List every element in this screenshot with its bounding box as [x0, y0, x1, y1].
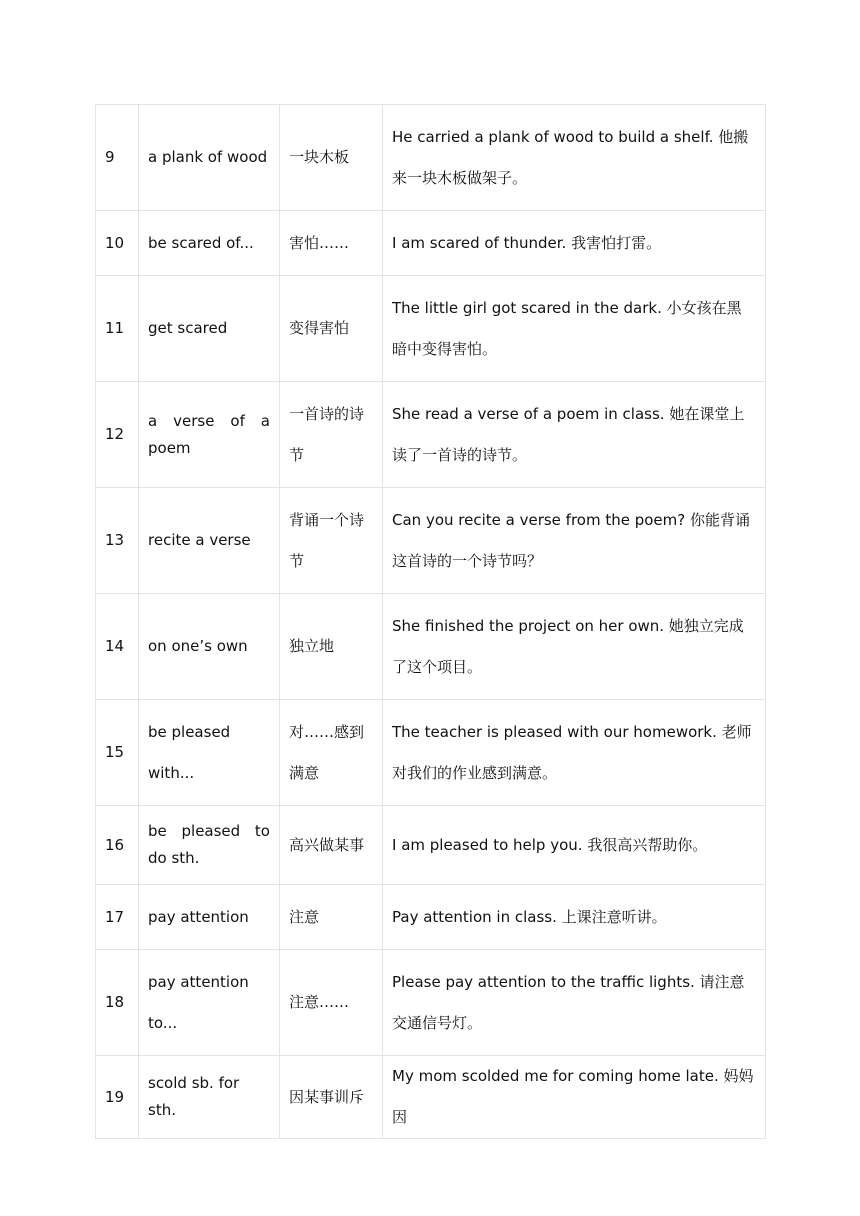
- table-row: [96, 950, 766, 1056]
- meaning-cell: 变得害怕: [280, 276, 383, 382]
- example-cell: The teacher is pleased with our homework. 老师对我们的作业感到满意。: [383, 700, 766, 806]
- meaning-cell: 高兴做某事: [280, 806, 383, 885]
- phrase-cell: pay attention to...: [139, 950, 280, 1056]
- example-cell: Can you recite a verse from the poem? 你能背诵这首诗的一个诗节吗？: [383, 488, 766, 594]
- meaning-cell: 一块木板: [280, 105, 383, 211]
- meaning-cell: 对……感到满意: [280, 700, 383, 806]
- phrase-cell: recite a verse: [139, 488, 280, 594]
- row-number: 14: [96, 594, 139, 700]
- example-cell: The little girl got scared in the dark. 小女孩在黑暗中变得害怕。: [383, 276, 766, 382]
- phrase-cell: be pleased with...: [139, 700, 280, 806]
- row-number: 15: [96, 700, 139, 806]
- example-cell: My mom scolded me for coming home late. 妈妈因: [383, 1056, 766, 1139]
- example-cell: She read a verse of a poem in class. 她在课堂上读了一首诗的诗节。: [383, 382, 766, 488]
- meaning-cell: 因某事训斥: [280, 1056, 383, 1139]
- table-row: [96, 806, 766, 885]
- example-cell: He carried a plank of wood to build a shelf. 他搬来一块木板做架子。: [383, 105, 766, 211]
- phrase-cell: pay attention: [139, 885, 280, 950]
- row-number: 13: [96, 488, 139, 594]
- meaning-cell: 独立地: [280, 594, 383, 700]
- phrase-cell: on one’s own: [139, 594, 280, 700]
- meaning-cell: 背诵一个诗节: [280, 488, 383, 594]
- meaning-cell: 一首诗的诗节: [280, 382, 383, 488]
- phrase-cell: a plank of wood: [139, 105, 280, 211]
- table-row: [96, 700, 766, 806]
- phrase-cell: scold sb. for sth.: [139, 1056, 280, 1139]
- table-row: [96, 382, 766, 488]
- meaning-cell: 注意: [280, 885, 383, 950]
- table-row: [96, 885, 766, 950]
- phrase-cell: a verse of a poem: [139, 382, 280, 488]
- row-number: 12: [96, 382, 139, 488]
- vocabulary-table: [95, 104, 766, 1139]
- table-row: [96, 594, 766, 700]
- table-row: [96, 1056, 766, 1139]
- row-number: 9: [96, 105, 139, 211]
- phrase-cell: get scared: [139, 276, 280, 382]
- meaning-cell: 注意……: [280, 950, 383, 1056]
- table-row: [96, 211, 766, 276]
- row-number: 17: [96, 885, 139, 950]
- row-number: 19: [96, 1056, 139, 1139]
- phrase-cell: be pleased to do sth.: [139, 806, 280, 885]
- example-cell: Please pay attention to the traffic lights. 请注意交通信号灯。: [383, 950, 766, 1056]
- example-cell: She finished the project on her own. 她独立完成了这个项目。: [383, 594, 766, 700]
- example-cell: I am scared of thunder. 我害怕打雷。: [383, 211, 766, 276]
- example-cell: Pay attention in class. 上课注意听讲。: [383, 885, 766, 950]
- row-number: 10: [96, 211, 139, 276]
- phrase-cell: be scared of...: [139, 211, 280, 276]
- meaning-cell: 害怕……: [280, 211, 383, 276]
- row-number: 18: [96, 950, 139, 1056]
- table-row: [96, 488, 766, 594]
- table-row: [96, 105, 766, 211]
- example-cell: I am pleased to help you. 我很高兴帮助你。: [383, 806, 766, 885]
- table-row: [96, 276, 766, 382]
- row-number: 16: [96, 806, 139, 885]
- row-number: 11: [96, 276, 139, 382]
